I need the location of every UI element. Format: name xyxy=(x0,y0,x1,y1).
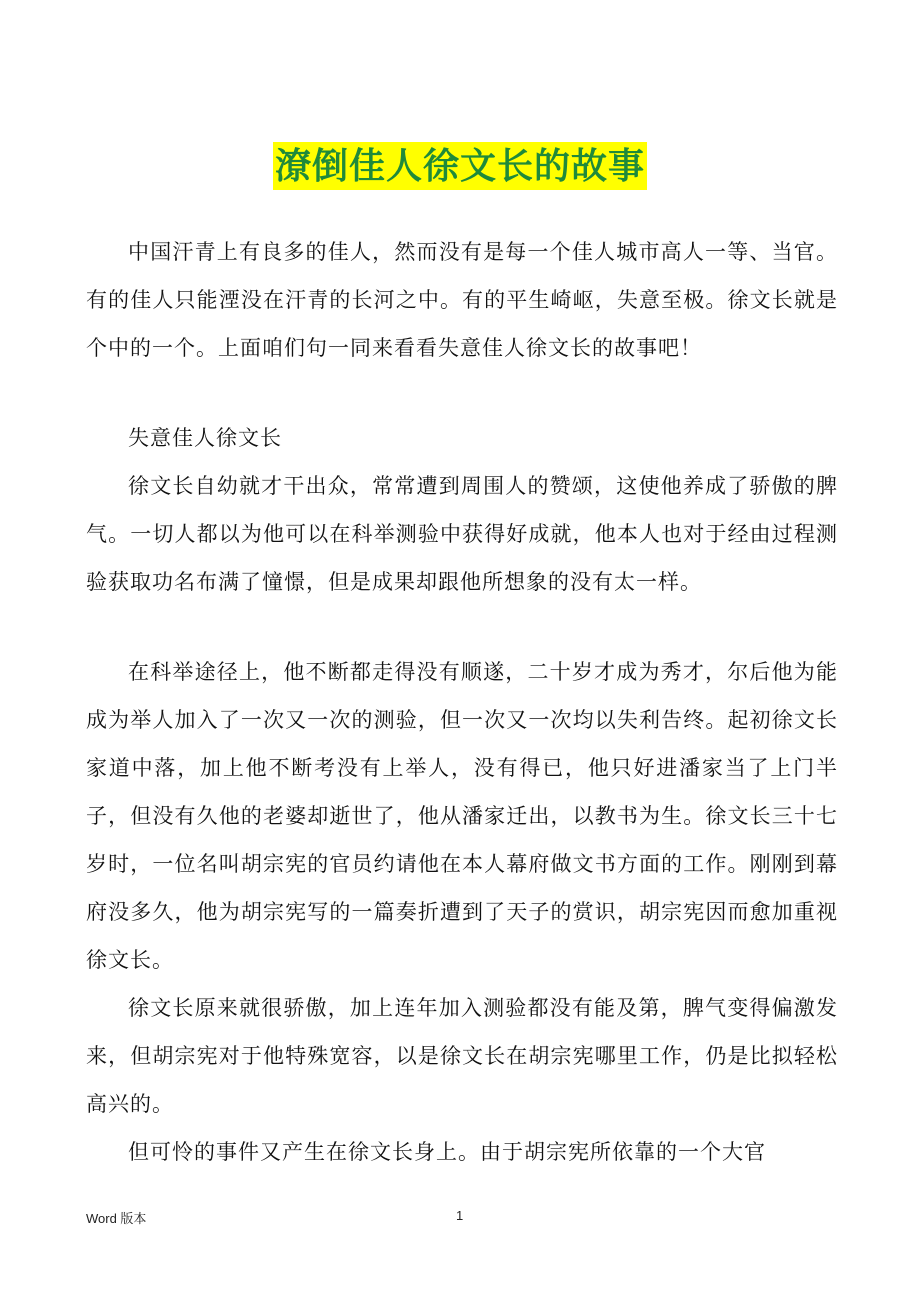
page-number: 1 xyxy=(456,1208,464,1223)
page-title: 潦倒佳人徐文长的故事 xyxy=(273,142,647,190)
footer-label: Word 版本 xyxy=(86,1211,147,1226)
paragraph: 徐文长自幼就才干出众，常常遭到周围人的赞颂，这使他养成了骄傲的脾气。一切人都以为他可以在科举测验中获得好成就，他本人也对于经由过程测验获取功名布满了憧憬，但是成果却跟他所想象的没有太一样。 xyxy=(86,474,838,594)
title-container xyxy=(0,142,920,190)
document-body xyxy=(86,228,838,1176)
section-heading: 失意佳人徐文长 xyxy=(128,426,282,450)
paragraph: 但可怜的事件又产生在徐文长身上。由于胡宗宪所依靠的一个大官 xyxy=(128,1140,766,1164)
paragraph-intro: 中国汗青上有良多的佳人，然而没有是每一个佳人城市高人一等、当官。有的佳人只能湮没在汗青的长河之中。有的平生崎岖，失意至极。徐文长就是个中的一个。上面咱们句一同来看看失意佳人徐文长的故事吧！ xyxy=(86,240,838,360)
paragraph: 在科举途径上，他不断都走得没有顺遂，二十岁才成为秀才，尔后他为能成为举人加入了一次又一次的测验，但一次又一次均以失利告终。起初徐文长家道中落，加上他不断考没有上举人，没有得已，他只好进潘家当了上门半子，但没有久他的老婆却逝世了，他从潘家迁出，以教书为生。徐文长三十七岁时，一位名叫胡宗宪的官员约请他在本人幕府做文书方面的工作。刚刚到幕府没多久，他为胡宗宪写的一篇奏折遭到了天子的赏识，胡宗宪因而愈加重视徐文长。 xyxy=(86,660,838,972)
paragraph: 徐文长原来就很骄傲，加上连年加入测验都没有能及第，脾气变得偏激发来，但胡宗宪对于他特殊宽容，以是徐文长在胡宗宪哪里工作，仍是比拟轻松高兴的。 xyxy=(86,996,838,1116)
